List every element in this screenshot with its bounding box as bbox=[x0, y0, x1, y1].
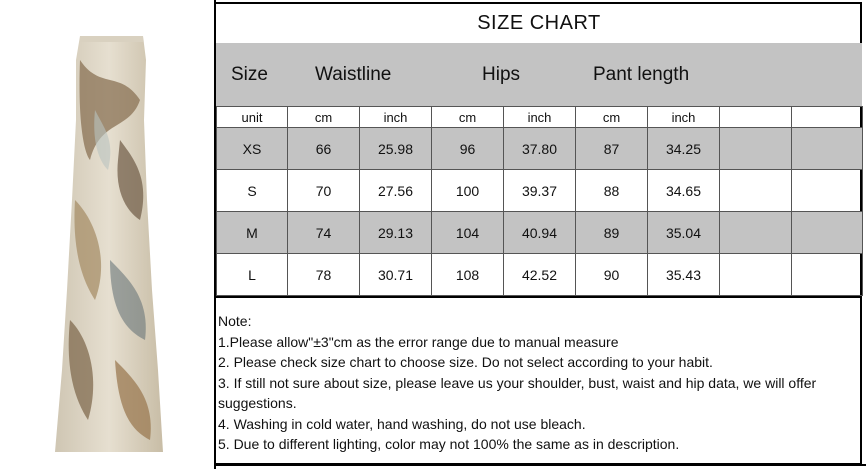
header-hips: Hips bbox=[482, 64, 521, 85]
table-cell bbox=[792, 170, 863, 212]
table-cell bbox=[720, 170, 792, 212]
table-cell: 108 bbox=[432, 254, 504, 296]
header-waistline: Waistline bbox=[315, 64, 392, 85]
unit-row bbox=[217, 107, 863, 128]
table-cell bbox=[720, 128, 792, 170]
table-cell bbox=[792, 212, 863, 254]
table-cell: 34.25 bbox=[648, 128, 720, 170]
table-cell: 27.56 bbox=[360, 170, 432, 212]
table-row bbox=[217, 170, 863, 212]
unit-cell: inch bbox=[504, 107, 576, 128]
note-item: 3. If still not sure about size, please leave us your shoulder, bust, waist and hip data, we will offer suggestions. bbox=[218, 374, 817, 411]
table-cell: 42.52 bbox=[504, 254, 576, 296]
table-cell: 90 bbox=[576, 254, 648, 296]
unit-cell: cm bbox=[288, 107, 360, 128]
size-cell: L bbox=[217, 254, 288, 296]
table-cell: 35.04 bbox=[648, 212, 720, 254]
table-cell: 25.98 bbox=[360, 128, 432, 170]
table-cell: 88 bbox=[576, 170, 648, 212]
table-row bbox=[217, 128, 863, 170]
bottom-border bbox=[214, 464, 866, 466]
table-cell: 70 bbox=[288, 170, 360, 212]
table-cell bbox=[720, 254, 792, 296]
table-cell bbox=[720, 212, 792, 254]
table-row bbox=[217, 254, 863, 296]
header-pant-length: Pant length bbox=[593, 64, 690, 85]
table-cell bbox=[792, 254, 863, 296]
unit-cell: cm bbox=[576, 107, 648, 128]
unit-cell: unit bbox=[217, 107, 288, 128]
note-item: 5. Due to different lighting, color may not 100% the same as in description. bbox=[218, 436, 680, 452]
table-cell: 100 bbox=[432, 170, 504, 212]
table-cell: 74 bbox=[288, 212, 360, 254]
header-row bbox=[216, 43, 862, 106]
notes-section bbox=[218, 311, 858, 455]
table-row bbox=[217, 212, 863, 254]
table-cell: 37.80 bbox=[504, 128, 576, 170]
header-size: Size bbox=[231, 64, 268, 85]
table-cell: 40.94 bbox=[504, 212, 576, 254]
table-cell: 104 bbox=[432, 212, 504, 254]
table-cell: 29.13 bbox=[360, 212, 432, 254]
note-item: 1.Please allow"±3"cm as the error range due to manual measure bbox=[218, 333, 619, 350]
table-cell bbox=[792, 128, 863, 170]
notes-divider bbox=[216, 296, 862, 298]
table-cell: 34.65 bbox=[648, 170, 720, 212]
size-cell: XS bbox=[217, 128, 288, 170]
size-cell: S bbox=[217, 170, 288, 212]
unit-cell bbox=[720, 107, 792, 128]
note-item: 2. Please check size chart to choose size. Do not select according to your habit. bbox=[218, 354, 713, 370]
table-cell: 78 bbox=[288, 254, 360, 296]
table-cell: 89 bbox=[576, 212, 648, 254]
unit-cell: inch bbox=[360, 107, 432, 128]
size-chart-title: SIZE CHART bbox=[477, 11, 601, 34]
table-cell: 30.71 bbox=[360, 254, 432, 296]
size-cell: M bbox=[217, 212, 288, 254]
table-cell: 39.37 bbox=[504, 170, 576, 212]
product-image bbox=[0, 0, 214, 469]
table-cell: 66 bbox=[288, 128, 360, 170]
table-cell: 87 bbox=[576, 128, 648, 170]
size-table bbox=[216, 106, 863, 296]
unit-cell bbox=[792, 107, 863, 128]
table-cell: 35.43 bbox=[648, 254, 720, 296]
table-cell: 96 bbox=[432, 128, 504, 170]
unit-cell: cm bbox=[432, 107, 504, 128]
unit-cell: inch bbox=[648, 107, 720, 128]
notes-label: Note: bbox=[218, 313, 252, 329]
note-item: 4. Washing in cold water, hand washing, do not use bleach. bbox=[218, 415, 586, 432]
